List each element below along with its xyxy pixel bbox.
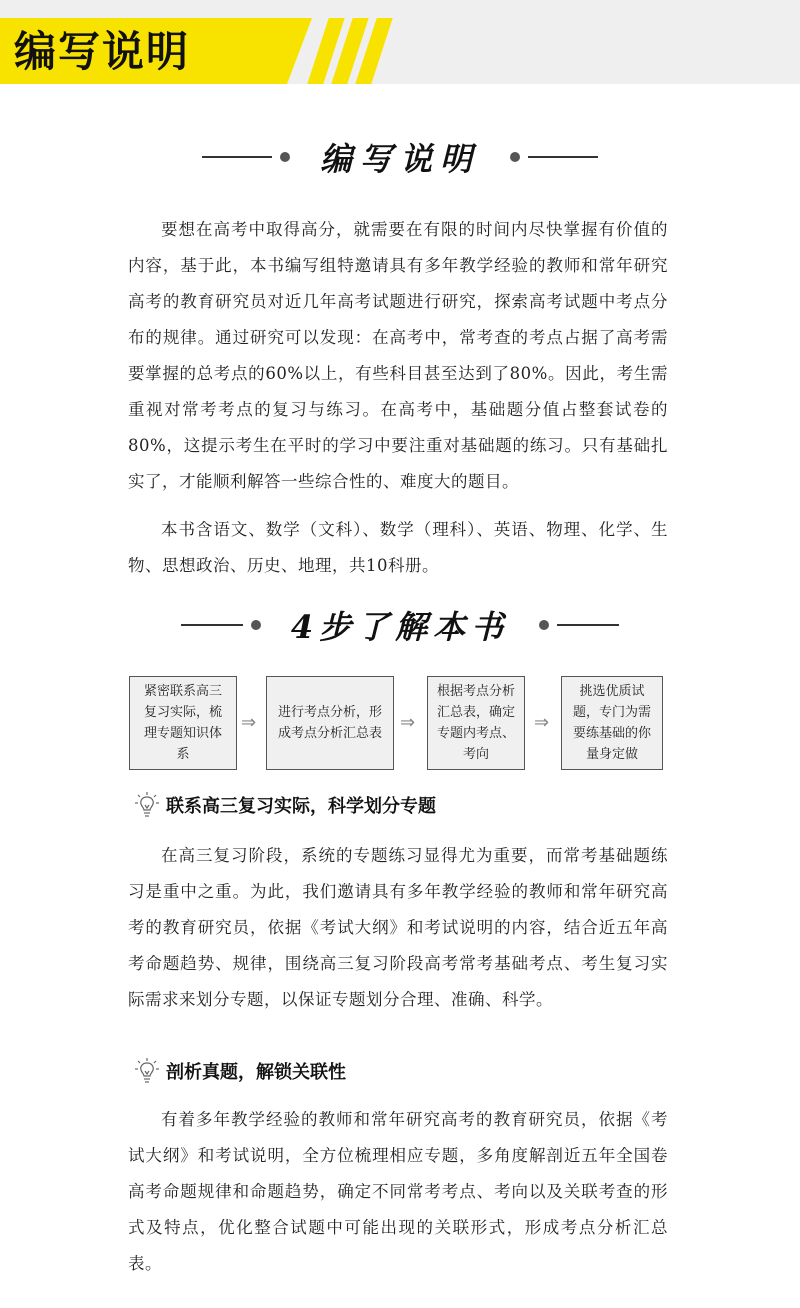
flow-step-3: 根据考点分析汇总表，确定专题内考点、考向 [427, 676, 525, 770]
banner-title: 编写说明 [14, 27, 191, 76]
subsection-heading-topics [134, 791, 436, 819]
flow-step-2: 进行考点分析，形成考点分析汇总表 [266, 676, 394, 770]
heading-dot [280, 152, 290, 162]
double-arrow-icon: ⇒ [241, 712, 257, 733]
subsection-title: 联系高三复习实际，科学划分专题 [166, 796, 436, 817]
section-heading-four-steps [0, 602, 800, 648]
flow-step-1: 紧密联系高三复习实际，梳理专题知识体系 [129, 676, 237, 770]
lightbulb-icon [134, 791, 160, 819]
heading-rule [528, 156, 598, 158]
intro-paragraph: 要想在高考中取得高分，就需要在有限的时间内尽快掌握有价值的内容，基于此，本书编写组特邀请具有多年教学经验的教师和常年研究高考的教育研究员对近几年高考试题进行研究，探索高考试题中考点分布的规律。通过研究可以发现：在高考中，常考查的考点占据了高考需要掌握的总考点的60%以上，有些科目甚至达到了80%。因此，考生需重视对常考考点的复习与练习。在高考中，基础题分值占整套试卷的80%，这提示考生在平时的学习中要注重对基础题的练习。只有基础扎实了，才能顺利解答一些综合性的、难度大的题目。 [128, 220, 668, 491]
top-banner [0, 0, 800, 84]
topics-paragraph: 在高三复习阶段，系统的专题练习显得尤为重要，而常考基础题练习是重中之重。为此，我们邀请具有多年教学经验的教师和常年研究高考的教育研究员，依据《考试大纲》和考试说明的内容，结合近五年高考命题趋势、规律，围绕高三复习阶段高考常考基础考点、考生复习实际需求来划分专题，以保证专题划分合理、准确、科学。 [128, 846, 668, 1009]
heading-dot [539, 620, 549, 630]
heading-dot [251, 620, 261, 630]
analysis-paragraph: 有着多年教学经验的教师和常年研究高考的教育研究员，依据《考试大纲》和考试说明，全方位梳理相应专题，多角度解剖近五年全国卷高考命题规律和命题趋势，确定不同常考考点、考向以及关联考查的形式及特点，优化整合试题中可能出现的关联形式，形成考点分析汇总表。 [128, 1110, 668, 1273]
double-arrow-icon: ⇒ [400, 712, 416, 733]
section-title: 编写说明 [319, 140, 480, 178]
heading-rule [181, 624, 243, 626]
heading-rule [557, 624, 619, 626]
section-title: 4步了解本书 [290, 608, 510, 646]
lightbulb-icon [134, 1057, 160, 1085]
heading-rule [202, 156, 272, 158]
section-heading-intro [0, 134, 800, 180]
subsection-heading-analysis [134, 1057, 346, 1085]
subjects-paragraph: 本书含语文、数学（文科）、数学（理科）、英语、物理、化学、生物、思想政治、历史、地理，共10科册。 [128, 520, 668, 575]
double-arrow-icon: ⇒ [534, 712, 550, 733]
heading-dot [510, 152, 520, 162]
subsection-title: 剖析真题，解锁关联性 [166, 1062, 346, 1083]
flow-step-4: 挑选优质试题，专门为需要练基础的你量身定做 [561, 676, 663, 770]
